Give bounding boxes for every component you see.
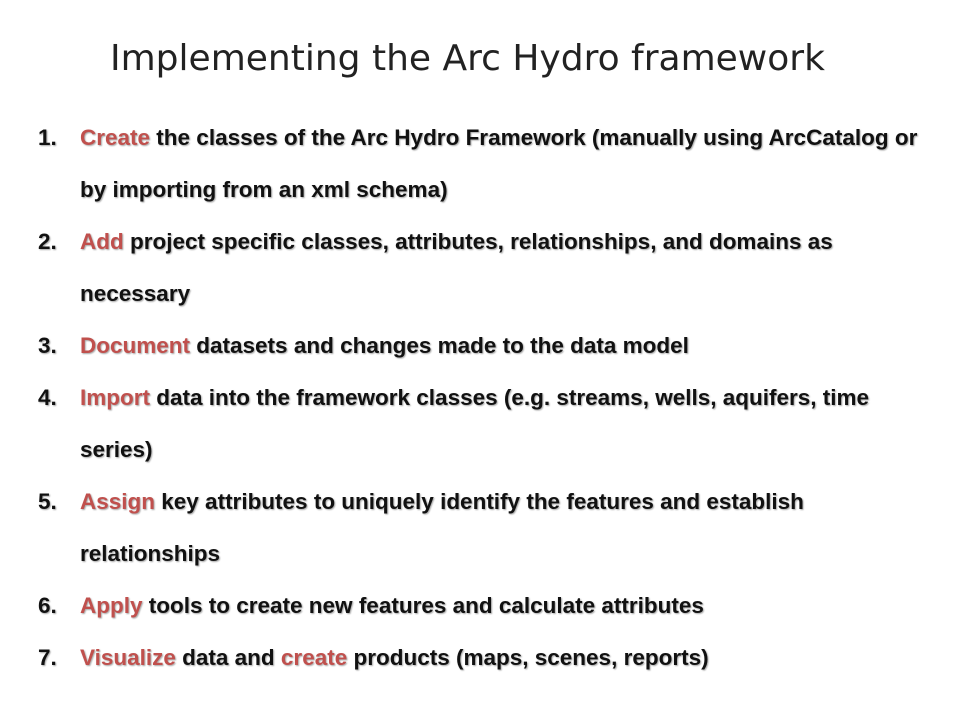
step-verb: Assign <box>80 489 156 514</box>
step-verb: Add <box>80 229 124 254</box>
step-description: project specific classes, attributes, relationships, and domains as necessary <box>80 229 833 306</box>
step-number: 4. <box>38 385 57 410</box>
step-text <box>80 216 938 320</box>
step-text <box>80 580 938 632</box>
step-text <box>80 320 938 372</box>
step-description-end: products (maps, scenes, reports) <box>347 645 709 670</box>
step-verb: Create <box>80 125 151 150</box>
list-item <box>38 216 938 320</box>
step-number: 6. <box>38 593 57 618</box>
list-item <box>38 372 938 476</box>
step-text <box>80 112 938 216</box>
step-text <box>80 632 938 684</box>
list-item <box>38 112 938 216</box>
step-number: 3. <box>38 333 57 358</box>
step-verb: Visualize <box>80 645 176 670</box>
steps-list <box>38 112 938 684</box>
step-verb: Import <box>80 385 150 410</box>
step-number: 1. <box>38 125 57 150</box>
step-description: data into the framework classes (e.g. streams, wells, aquifers, time series) <box>80 385 870 462</box>
list-item <box>38 580 938 632</box>
list-item <box>38 476 938 580</box>
step-number: 7. <box>38 645 57 670</box>
step-verb: Document <box>80 333 191 358</box>
step-description: key attributes to uniquely identify the features and establish relationships <box>80 489 804 566</box>
slide-title: Implementing the Arc Hydro framework <box>110 38 825 79</box>
list-item <box>38 320 938 372</box>
step-number: 5. <box>38 489 57 514</box>
step-verb-secondary: create <box>280 645 348 670</box>
step-description: the classes of the Arc Hydro Framework (manually using ArcCatalog or by importing from an xml schema) <box>80 125 918 202</box>
step-description: tools to create new features and calculate attributes <box>142 593 704 618</box>
step-number: 2. <box>38 229 57 254</box>
step-description: data and <box>175 645 281 670</box>
step-description: datasets and changes made to the data model <box>190 333 689 358</box>
step-verb: Apply <box>80 593 143 618</box>
list-item <box>38 632 938 684</box>
step-text <box>80 476 938 580</box>
step-text <box>80 372 938 476</box>
